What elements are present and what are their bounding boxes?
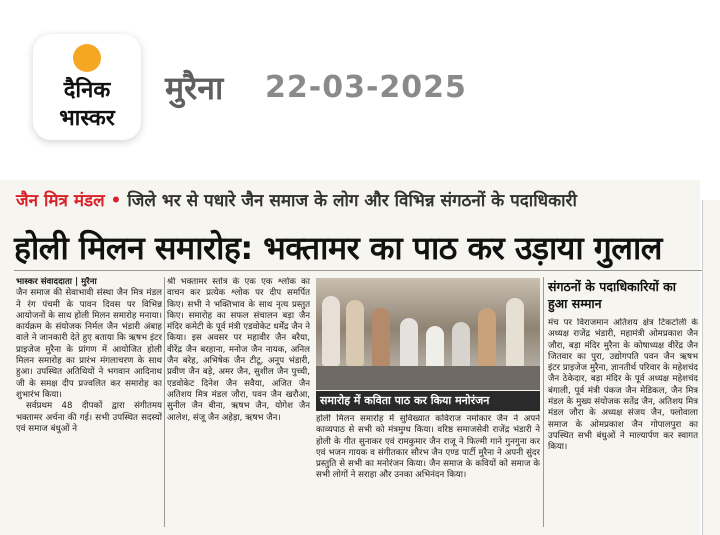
col1-paragraph-1: जैन समाज की सेवाभावी संस्था जैन मित्र मंडल ने रंग पंचमी के पावन दिवस पर विभिन्न आयोजनों के साथ होली मिलन समारोह मनाया। कार्यक्रम के संयोजक निर्मल जैन भंडारी अंबाह वाले ने जानकारी देते हुए बताया कि ऋषभ इंटर प्राइजेज मुरैना के प्रांगण में आयोजित होली मिलन समारोह का प्रारंभ मंगलाचरण के साथ हुआ। उपस्थित अतिथियों ने भगवान आदिनाथ जी के समक्ष दीप प्रज्वलित कर समारोह का शुभारंभ किया। <box>16 288 162 400</box>
article-column-3 <box>316 414 540 527</box>
col4-paragraph: मंच पर विराजमान अतिशय क्षेत्र टिकटोली के अध्यक्ष राजेंद्र भंडारी, महामंत्री ओमप्रकाश जैन जौरा, बड़ा मंदिर मुरैना के कोषाध्यक्ष वीरेंद्र जैन जितवार का पुरा, उद्योगपति पवन जैन ऋषभ इंटर प्राइजेज मुरैना, ज्ञानतीर्थ परिवार के महेशचंद जैन ठेकेदार, बड़ा मंदिर के पूर्व अध्यक्ष महेशचंद बंगाली, पूर्व मंत्री पंकज जैन मेडिकल, जैन मित्र मंडल के मुख्य संयोजक सतेंद्र जैन, अतिशय मित्र मंडल जौरा के अध्यक्ष संजय जैन, फ्लोवाला समाज के ओमप्रकाश जैन गोपालपुरा का उपस्थित सभी बंधुओं ने माल्यार्पण कर स्वागत किया। <box>548 318 698 453</box>
logo-line2: भास्कर <box>59 106 115 131</box>
edition-city: मुरैना <box>165 69 224 107</box>
kicker-text: जिले भर से पधारे जैन समाज के लोग और विभिन्न संगठनों के पदाधिकारी <box>121 191 577 211</box>
byline: भास्कर संवाददाता | मुरैना <box>16 277 97 287</box>
article-kicker <box>16 188 577 211</box>
app-header <box>0 0 720 160</box>
article-column-1 <box>16 277 162 527</box>
sun-icon <box>73 44 101 72</box>
kicker-label: जैन मित्र मंडल • <box>16 191 122 211</box>
logo-line1: दैनिक <box>63 78 111 103</box>
col3-paragraph: होली मिलन समारोह में सुविख्यात कविराज नमोकार जैन ने अपने काव्यपाठ से सभी को मंत्रमुग्ध किया। वरिष्ठ समाजसेवी राजेंद्र भंडारी ने होली के गीत सुनाकर एवं रामकुमार जैन राजू ने फिल्मी गाने गुनगुना कर एवं भजन गायक व संगीतकार सौरभ जैन एण्ड पार्टी मुरैना ने अपनी सुंदर प्रस्तुति से सभी का मनोरंजन किया। जैन समाज के कवियों को समाज के सभी लोगों ने सराहा और उनका अभिनंदन किया। <box>316 414 540 481</box>
subheading: संगठनों के पदाधिकारियों का हुआ सम्मान <box>548 279 676 311</box>
headline-divider <box>14 270 704 271</box>
article-column-4 <box>548 318 698 527</box>
edition-date: 22-03-2025 <box>265 70 467 105</box>
adjacent-page-edge <box>702 200 720 535</box>
col2-paragraph: श्री भक्तामर स्तोत्र के एक एक श्लोक का वाचन कर प्रत्येक श्लोक पर दीप समर्पित किए। सभी ने भक्तिभाव के साथ नृत्य प्रस्तुत किए। समारोह का सफल संचालन बड़ा जैन मंदिर कमेटी के पूर्व मंत्री एडवोकेट धर्मेंद्र जैन ने किया। इस अवसर पर महावीर जैन बरैया, वीरेंद्र जैन बरहाना, मनोज जैन नायक, अनिल जैन बरेह, अभिषेक जैन टीटू, अनूप भंडारी, प्रवीण जैन बड़े, अमर जैन, सुशील जैन पुच्ची, एडवोकेट दिनेश जैन सवैया, अजित जैन अतिशय मित्र मंडल जौरा, पवन जैन खरौआ, सुनील जैन बीना, ऋषभ जैन, योगेश जैन आलेश, संजू जैन अहेड़ा, ऋषभ जैन। <box>167 277 310 423</box>
photo-caption: समारोह में कविता पाठ कर किया मनोरंजन <box>316 391 540 411</box>
event-photo <box>316 278 540 390</box>
column-divider <box>543 277 544 527</box>
col1-paragraph-2: सर्वप्रथम 48 दीपकों द्वारा संगीतमय भक्तामर अर्चना की गई। सभी उपस्थित सदस्यों एवं समाज बंधुओं ने <box>16 401 162 434</box>
column-divider <box>164 277 165 527</box>
article-column-2 <box>167 277 310 527</box>
dainik-bhaskar-logo[interactable] <box>33 34 141 140</box>
article-headline: होली मिलन समारोह: भक्तामर का पाठ कर उड़ाया गुलाल <box>14 229 662 267</box>
